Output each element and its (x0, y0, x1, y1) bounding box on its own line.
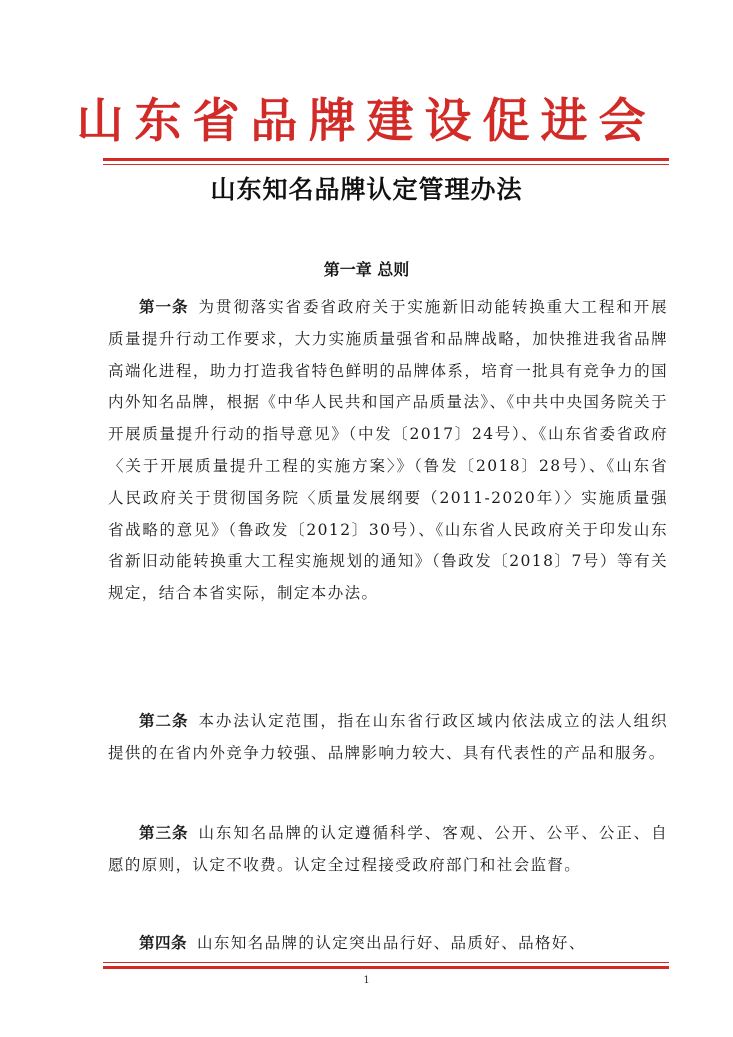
article-1-label: 第一条 (139, 298, 189, 316)
header-rule-thin (103, 164, 669, 165)
page-number: 1 (363, 975, 370, 986)
document-title: 山东知名品牌认定管理办法 (210, 175, 523, 204)
chapter-heading: 第一章 总则 (323, 260, 410, 279)
organization-header: 山东省品牌建设促进会 (76, 94, 657, 149)
article-4-label: 第四条 (139, 934, 188, 952)
article-2-label: 第二条 (139, 712, 189, 730)
article-4-text: 山东知名品牌的认定突出品行好、品质好、品格好、 (197, 934, 586, 952)
article-1 (108, 292, 668, 610)
article-4 (108, 928, 668, 960)
header-rule-thick (103, 158, 669, 161)
article-1-text: 为贯彻落实省委省政府关于实施新旧动能转换重大工程和开展质量提升行动工作要求，大力实施质量强省和品牌战略，加快推进我省品牌高端化进程，助力打造我省特色鲜明的品牌体系，培育一批具有竞争力的国内外知名品牌，根据《中华人民共和国产品质量法》、《中共中央国务院关于开展质量提升行动的指导意见》（中发〔2017〕24号）、《山东省委省政府〈关于开展质量提升工程的实施方案〉》（鲁发〔2018〕28号）、《山东省人民政府关于贯彻国务院〈质量发展纲要（2011-2020年）〉实施质量强省战略的意见》（鲁政发〔2012〕30号）、《山东省人民政府关于印发山东省新旧动能转换重大工程实施规划的通知》（鲁政发〔2018〕7号）等有关规定，结合本省实际，制定本办法。 (108, 298, 668, 603)
article-3-text: 山东知名品牌的认定遵循科学、客观、公开、公平、公正、自愿的原则，认定不收费。认定全过程接受政府部门和社会监督。 (108, 824, 668, 874)
footer-rule-thin (103, 962, 669, 963)
article-2-text: 本办法认定范围，指在山东省行政区域内依法成立的法人组织提供的在省内外竞争力较强、品牌影响力较大、具有代表性的产品和服务。 (108, 712, 668, 762)
article-2 (108, 706, 668, 770)
article-3 (108, 818, 668, 882)
footer-rule-thick (103, 966, 669, 969)
article-3-label: 第三条 (139, 824, 189, 842)
